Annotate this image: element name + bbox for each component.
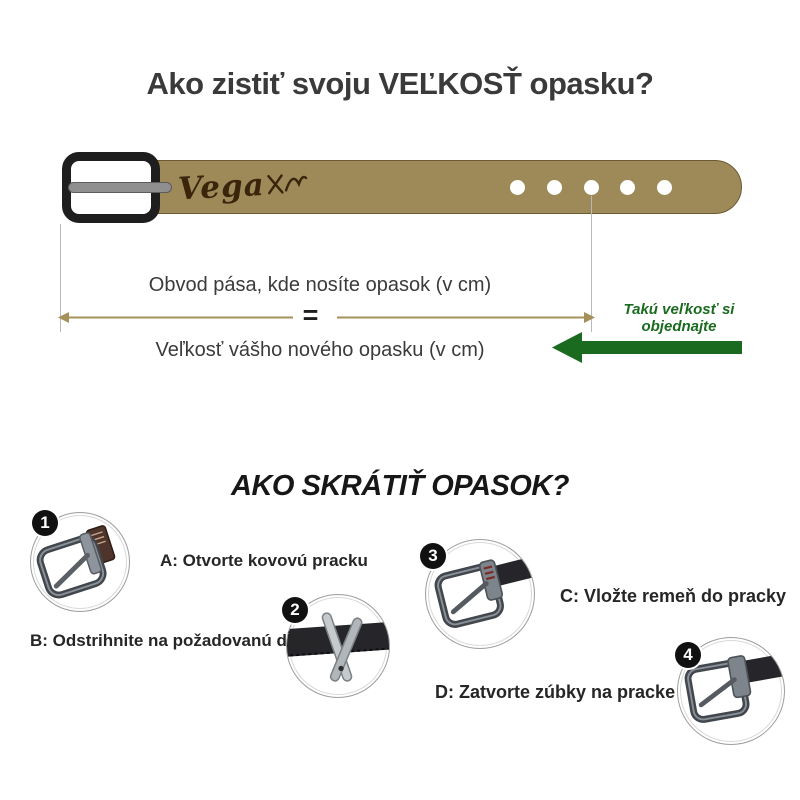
step-3-badge: 3 [420,543,446,569]
step-2-badge: 2 [282,597,308,623]
equals-sign: = [302,300,319,330]
waist-measure-label: Obvod pása, kde nosíte opasok (v cm) [148,274,492,296]
belt-hole [584,180,599,195]
vega-logo-text: Vega [177,166,266,208]
step-c-label: C: Vložte remeň do pracky [560,586,787,606]
belt-hole [620,180,635,195]
section-title-shorten: AKO SKRÁTIŤ OPASOK? [231,470,569,502]
step-4-badge: 4 [675,642,701,668]
belt-hole [547,180,562,195]
belt-hole [657,180,672,195]
vega-logo [177,160,309,213]
order-direction-arrow [548,330,746,366]
step-1-badge: 1 [32,510,58,536]
belt-size-label: Veľkosť vášho nového opasku (v cm) [155,339,485,361]
arrowhead-left [58,312,69,323]
order-size-note-line1: Takú veľkosť si [623,301,735,318]
belt-hole [510,180,525,195]
step-a-label: A: Otvorte kovovú pracku [160,551,368,570]
page-title: Ako zistiť svoju VEĽKOSŤ opasku? [146,66,654,101]
belt-buckle-prong [68,182,172,193]
step-d-label: D: Zatvorte zúbky na pracke [435,682,676,702]
step-b-label: B: Odstrihnite na požadovanú dĺžku [30,631,320,650]
arrowhead-right [584,312,595,323]
order-size-note-line2: objednajte [641,318,717,335]
vega-logo-flourish [266,166,309,202]
